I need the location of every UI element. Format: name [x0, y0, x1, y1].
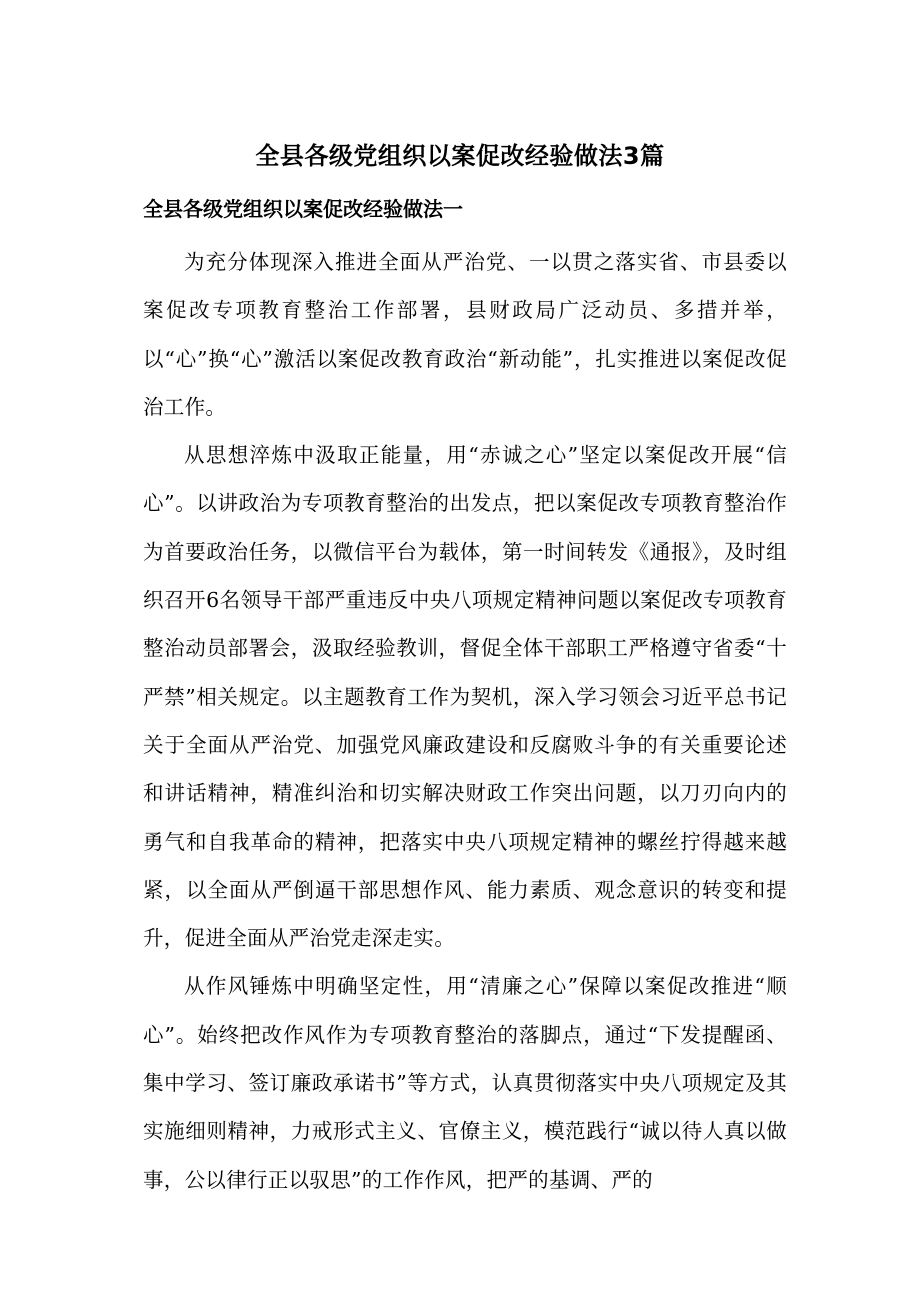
body-paragraph-3: 从作风锤炼中明确坚定性，用“清廉之心”保障以案促改推进“顺心”。始终把改作风作为专项教育整治的落脚点，通过“下发提醒函、集中学习、签订廉政承诺书”等方式，认真贯彻落实中央八项规定及其实施细则精神，力戒形式主义、官僚主义，模范践行“诚以待人真以做事，公以律行正以驭思”的工作作风，把严的基调、严的 [143, 974, 787, 1192]
body-paragraph-2: 从思想淬炼中汲取正能量，用“赤诚之心”坚定以案促改开展“信心”。以讲政治为专项教育整治的出发点，把以案促改专项教育整治作为首要政治任务，以微信平台为载体，第一时间转发《通报》，及时组织召开6名领导干部严重违反中央八项规定精神问题以案促改专项教育整治动员部署会，汲取经验教训，督促全体干部职工严格遵守省委“十严禁”相关规定。以主题教育工作为契机，深入学习领会习近平总书记关于全面从严治党、加强党风廉政建设和反腐败斗争的有关重要论述和讲话精神，精准纠治和切实解决财政工作突出问题，以刀刃向内的勇气和自我革命的精神，把落实中央八项规定精神的螺丝拧得越来越紧，以全面从严倒逼干部思想作风、能力素质、观念意识的转变和提升，促进全面从严治党走深走实。 [143, 443, 787, 951]
body-paragraph-1: 为充分体现深入推进全面从严治党、一以贯之落实省、市县委以案促改专项教育整治工作部署，县财政局广泛动员、多措并举，以“心”换“心”激活以案促改教育政治“新动能”，扎实推进以案促改促治工作。 [143, 250, 787, 419]
document-body [143, 238, 787, 1204]
document-title: 全县各级党组织以案促改经验做法3篇 [255, 142, 665, 170]
section-heading: 全县各级党组织以案促改经验做法一 [143, 197, 463, 221]
